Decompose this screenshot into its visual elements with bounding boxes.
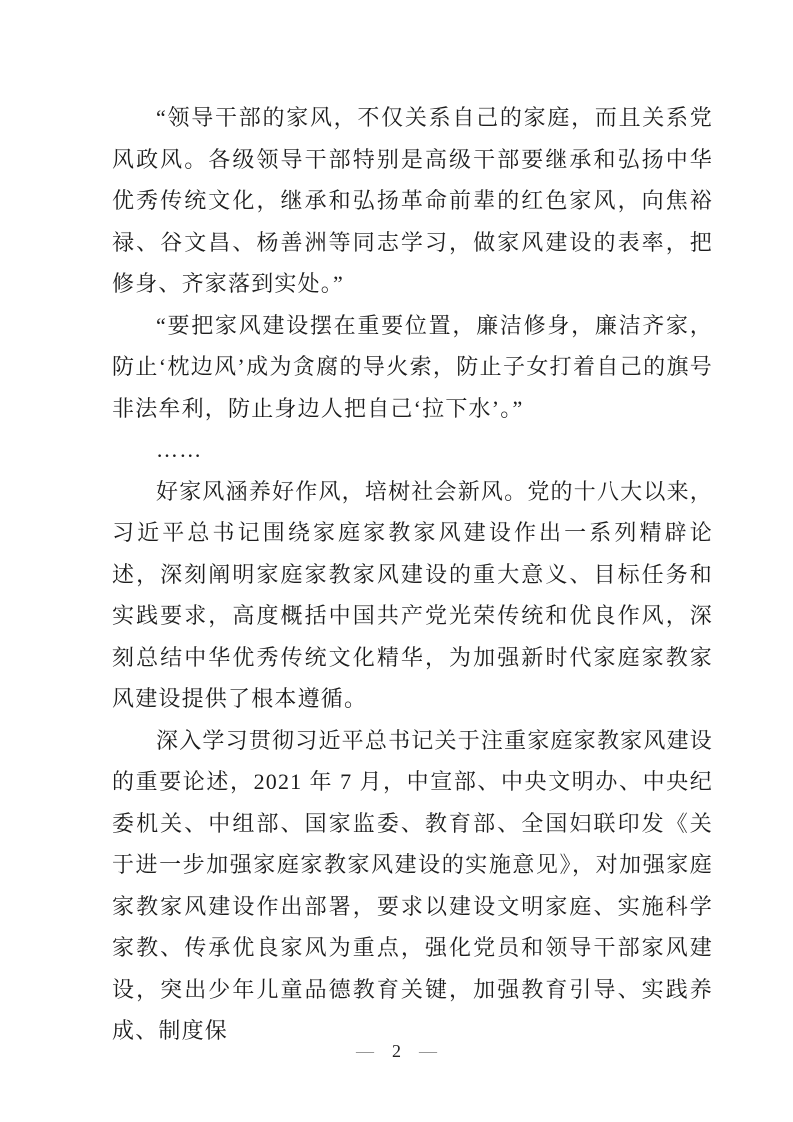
page-number: 2	[392, 1041, 401, 1061]
paragraph-body-2: 深入学习贯彻习近平总书记关于注重家庭家教家风建设的重要论述，2021 年 7 月，中宣部、中央文明办、中央纪委机关、中组部、国家监委、教育部、全国妇联印发《关于进一步加强家庭家教家风建设的实施意见》，对加强家庭家教家风建设作出部署，要求以建设文明家庭、实施科学家教、传承优良家风为重点，强化党员和领导干部家风建设，突出少年儿童品德教育关键，加强教育引导、实践养成、制度保	[112, 727, 713, 1043]
paragraph-quote-1: “领导干部的家风，不仅关系自己的家庭，而且关系党风政风。各级领导干部特别是高级干部要继承和弘扬中华优秀传统文化，继承和弘扬革命前辈的红色家风，向焦裕禄、谷文昌、杨善洲等同志学习，做家风建设的表率，把修身、齐家落到实处。”	[112, 105, 713, 296]
paragraph-body-1: 好家风涵养好作风，培树社会新风。党的十八大以来，习近平总书记围绕家庭家教家风建设作出一系列精辟论述，深刻阐明家庭家教家风建设的重大意义、目标任务和实践要求，高度概括中国共产党光荣传统和优良作风，深刻总结中华优秀传统文化精华，为加强新时代家庭家教家风建设提供了根本遵循。	[112, 478, 713, 711]
ellipsis-line: ……	[156, 437, 203, 462]
paragraph-quote-2: “要把家风建设摆在重要位置，廉洁修身，廉洁齐家，防止‘枕边风’成为贪腐的导火索，防止子女打着自己的旗号非法牟利，防止身边人把自己‘拉下水’。”	[112, 312, 713, 421]
page-number-footer	[0, 1040, 793, 1062]
footer-right-dash: —	[419, 1041, 437, 1061]
footer-left-dash: —	[356, 1041, 374, 1061]
document-body	[112, 97, 713, 1052]
